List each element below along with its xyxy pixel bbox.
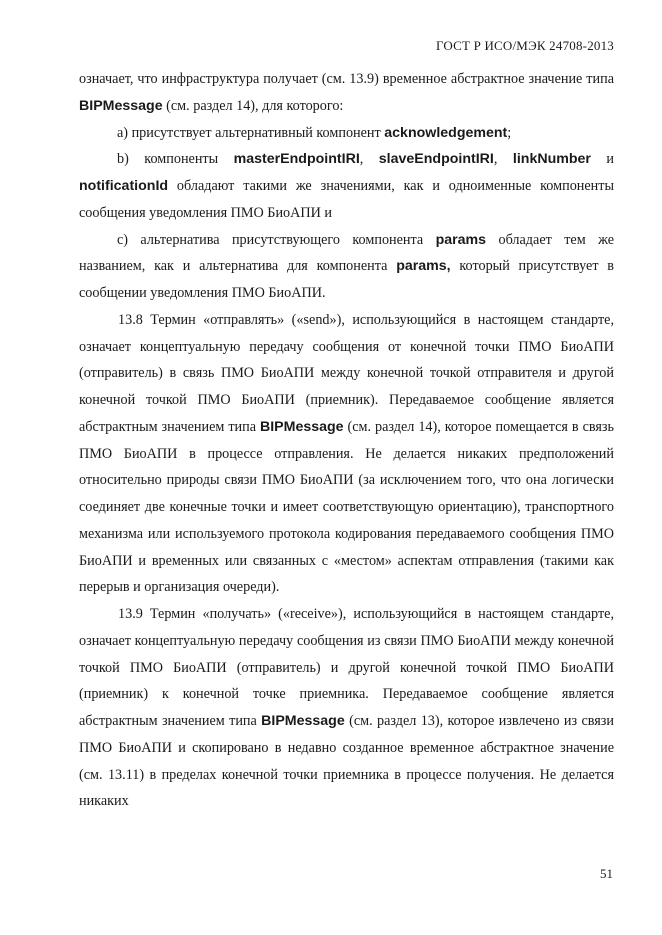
- list-item-b: b) компоненты masterEndpointIRI, slaveEndpointIRI, linkNumber и notificationId обладают такими же значениями, как и одноименные компоненты сообщения уведомления ПМО БиоАПИ и: [79, 151, 614, 221]
- list-item-a: а) присутствует альтернативный компонент acknowledgement;: [117, 124, 512, 141]
- type-name: BIPMessage: [79, 97, 163, 114]
- paragraph-13-9: 13.9 Термин «получать» («receive»), использующийся в настоящем стандарте, означает концептуальную передачу сообщения из связи ПМО БиоАПИ между конечной точкой ПМО БиоАПИ (отправитель) и другой конечной точкой ПМО БиоАПИ (приемник) к конечной точке приемника. Передаваемое сообщение является абстрактным значением типа BIPMessage (см. раздел 13), которое извлечено из связи ПМО БиоАПИ и скопировано в недавно созданное временное абстрактное значение (см. 13.11) в пределах конечной точки приемника в процессе получения. Не делается никаких: [79, 606, 614, 810]
- paragraph-13-8: 13.8 Термин «отправлять» («send»), использующийся в настоящем стандарте, означает концептуальную передачу сообщения от конечной точки ПМО БиоАПИ (отправитель) в связь ПМО БиоАПИ между конечной точкой отправителя и другой конечной точкой ПМО БиоАПИ (приемник). Передаваемое сообщение является абстрактным значением типа BIPMessage (см. раздел 14), которое помещается в связь ПМО БиоАПИ в процессе отправления. Не делается никаких предположений относительно природы связи ПМО БиоАПИ (за исключением того, что она логически соединяет две конечные точки и имеет соответствующую ориентацию), транспортного механизма или используемого протокола кодирования передаваемого сообщения ПМО БиоАПИ и временных или связанных с «местом» аспектам отправления (такими как перерыв и организация очереди).: [79, 311, 614, 596]
- component-name: slaveEndpointIRI: [378, 151, 494, 168]
- component-name: notificationId: [79, 178, 169, 194]
- list-item-c: c) альтернатива присутствующего компонента params обладает тем же названием, как и альтернатива для компонента params, который присутствует в сообщении уведомления ПМО БиоАПИ.: [79, 231, 614, 301]
- component-name: acknowledgement: [384, 124, 508, 141]
- type-name: BIPMessage: [261, 713, 345, 729]
- page-number: 51: [600, 866, 613, 881]
- component-name: params: [435, 231, 487, 248]
- component-name: linkNumber: [512, 151, 591, 168]
- intro-paragraph: означает, что инфраструктура получает (см. 13.9) временное абстрактное значение типа BIPMessage (см. раздел 14), для которого:: [79, 71, 614, 114]
- type-name: BIPMessage: [259, 418, 344, 435]
- component-name: params,: [396, 258, 451, 275]
- page-body: [79, 66, 614, 815]
- page-header: ГОСТ Р ИСО/МЭК 24708-2013: [435, 38, 614, 53]
- component-name: masterEndpointIRI: [233, 151, 360, 168]
